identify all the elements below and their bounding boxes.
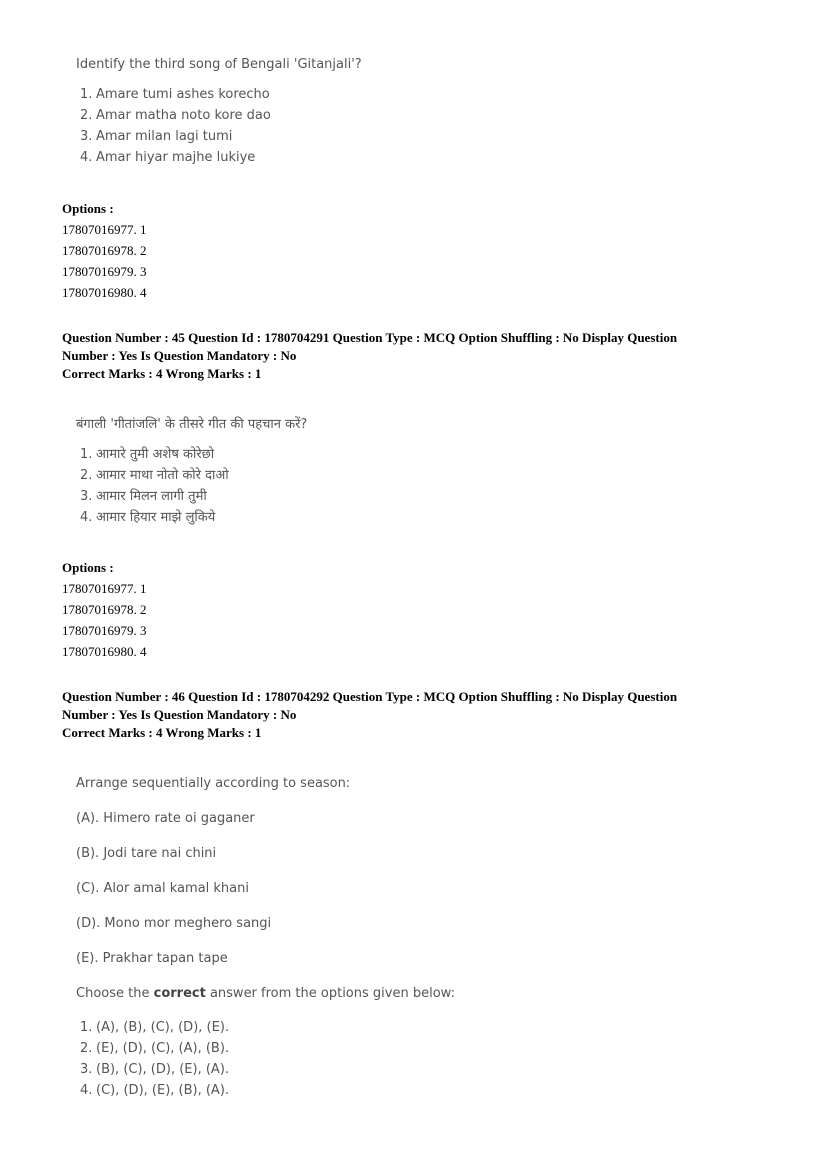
q44-question-image xyxy=(76,57,362,168)
options-heading: Options : xyxy=(62,560,114,575)
q44-options-block xyxy=(62,198,147,303)
q46-question-image xyxy=(76,766,455,1101)
question-meta-line1: Question Number : 45 Question Id : 1780704291 Question Type : MCQ Option Shuffling : No Display Question xyxy=(62,330,678,345)
options-heading: Options : xyxy=(62,201,114,216)
answer-choice: 3. Amar milan lagi tumi xyxy=(80,129,233,144)
option-item: 17807016979. 3 xyxy=(62,623,147,638)
question-meta-line2: Number : Yes Is Question Mandatory : No xyxy=(62,348,297,363)
statement: (D). Mono mor meghero sangi xyxy=(76,916,272,931)
answer-choice: 4. (C), (D), (E), (B), (A). xyxy=(80,1083,230,1098)
option-item: 17807016978. 2 xyxy=(62,602,147,617)
q45-question-image xyxy=(76,414,307,528)
answer-choice: 1. Amare tumi ashes korecho xyxy=(80,87,270,102)
question-meta-line1: Question Number : 46 Question Id : 1780704292 Question Type : MCQ Option Shuffling : No Display Question xyxy=(62,689,678,704)
q45-meta xyxy=(62,330,762,382)
q45-options-block xyxy=(62,557,147,662)
answer-choice: 1. आमारे तुमी अशेष कोरेछो xyxy=(80,447,215,462)
option-item: 17807016980. 4 xyxy=(62,644,147,659)
option-item: 17807016977. 1 xyxy=(62,222,147,237)
answer-choice: 4. Amar hiyar majhe lukiye xyxy=(80,150,256,165)
answer-choice: 2. (E), (D), (C), (A), (B). xyxy=(80,1041,230,1056)
answer-choice: 4. आमार हियार माझे लुकिये xyxy=(80,510,216,525)
answer-choice: 1. (A), (B), (C), (D), (E). xyxy=(80,1020,230,1035)
answer-choices xyxy=(76,444,307,528)
question-marks: Correct Marks : 4 Wrong Marks : 1 xyxy=(62,725,262,740)
choose-instruction: Choose the correct answer from the options given below: xyxy=(76,986,455,1001)
option-item: 17807016980. 4 xyxy=(62,285,147,300)
options-list xyxy=(62,219,147,303)
options-list xyxy=(62,578,147,662)
statement: (B). Jodi tare nai chini xyxy=(76,846,217,861)
statement: (A). Himero rate oi gaganer xyxy=(76,811,255,826)
question-meta-line2: Number : Yes Is Question Mandatory : No xyxy=(62,707,297,722)
answer-choice: 2. आमार माथा नोतो कोरे दाओ xyxy=(80,468,229,483)
question-stem: Identify the third song of Bengali 'Gitanjali'? xyxy=(76,57,362,72)
statement: (E). Prakhar tapan tape xyxy=(76,951,228,966)
question-marks: Correct Marks : 4 Wrong Marks : 1 xyxy=(62,366,262,381)
statement: (C). Alor amal kamal khani xyxy=(76,881,249,896)
answer-choices xyxy=(76,84,362,168)
option-item: 17807016979. 3 xyxy=(62,264,147,279)
q46-meta xyxy=(62,689,762,741)
question-stem: बंगाली 'गीतांजलि' के तीसरे गीत की पहचान करें? xyxy=(76,417,308,432)
answer-choices xyxy=(76,1017,455,1101)
answer-choice: 3. (B), (C), (D), (E), (A). xyxy=(80,1062,230,1077)
answer-choice: 3. आमार मिलन लागी तुमी xyxy=(80,489,207,504)
answer-choice: 2. Amar matha noto kore dao xyxy=(80,108,271,123)
option-item: 17807016978. 2 xyxy=(62,243,147,258)
question-stem: Arrange sequentially according to season: xyxy=(76,776,351,791)
option-item: 17807016977. 1 xyxy=(62,581,147,596)
